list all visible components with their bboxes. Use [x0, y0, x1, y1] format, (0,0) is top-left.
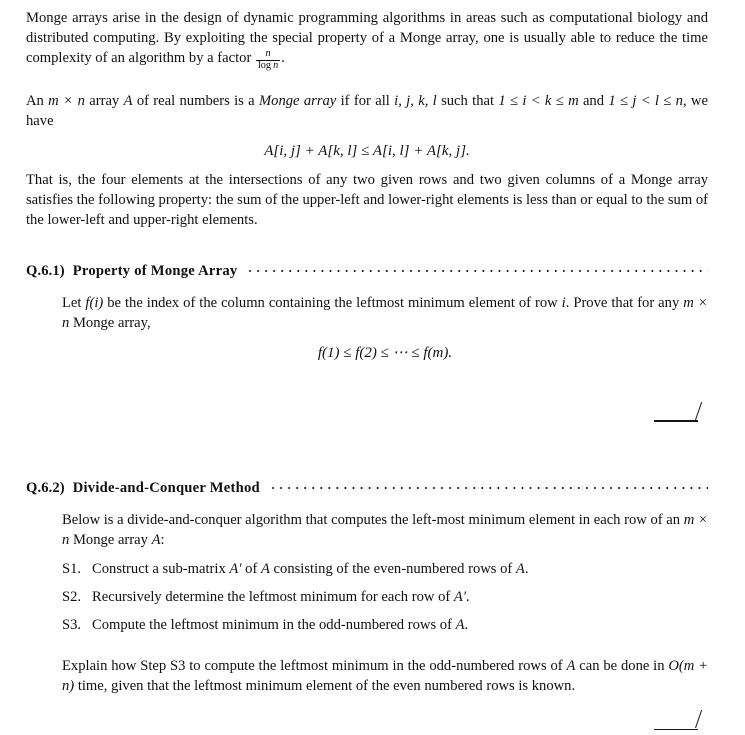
- definition-symbol-n: n: [77, 93, 85, 110]
- step-text-part-2: .: [464, 616, 469, 633]
- q61-symbol-m: m: [683, 295, 694, 312]
- score-underline: [654, 729, 698, 731]
- intro-paragraph-motivation: [26, 8, 708, 71]
- fraction-denominator: log n: [257, 59, 279, 71]
- spacer: [26, 71, 708, 91]
- q62-symbol-A: A: [151, 531, 161, 548]
- intro-paragraph-text: Monge arrays arise in the design of dynamic programming algorithms in areas such as computational biology and distributed computing. By exploiting the special property of a Monge array, one is usually able to reduce the time complexity of an algorithm by a factor: [26, 10, 708, 67]
- q62-intro-text-2: Monge array: [69, 531, 152, 548]
- q62-algorithm-intro: [62, 510, 708, 550]
- step-text: [92, 559, 708, 579]
- score-slash-icon: [695, 401, 702, 419]
- definition-text-1: An: [26, 93, 49, 110]
- spacer: [26, 497, 708, 510]
- question-header-q62: [26, 480, 708, 497]
- definition-times-symbol: ×: [59, 93, 77, 110]
- q62-symbol-m: m: [683, 511, 695, 528]
- q62-intro-text-3: :: [160, 531, 165, 548]
- definition-range-rows: 1 ≤ i < k ≤ m: [498, 93, 579, 110]
- text-column: [26, 8, 708, 735]
- step-symbol-1: A′: [229, 560, 242, 577]
- step-symbol-1: A′: [453, 588, 467, 605]
- q61-prompt: [62, 293, 708, 333]
- spacer: [62, 643, 708, 656]
- definition-text-2: array: [84, 93, 124, 110]
- q61-monotonicity-equation: f(1) ≤ f(2) ≤ ⋯ ≤ f(m).: [317, 344, 453, 361]
- step-text: [92, 615, 708, 635]
- q61-times-symbol: ×: [694, 295, 707, 312]
- step-label: S3.: [62, 616, 82, 633]
- spacer: [26, 696, 708, 709]
- definition-text-6: and: [578, 93, 609, 110]
- q62-times-symbol: ×: [695, 511, 708, 528]
- step-text-part-1: Compute the leftmost minimum in the odd-numbered rows of: [92, 616, 456, 633]
- q62-question-text-1: Explain how Step S3 to compute the leftmost minimum in the odd-numbered rows of: [62, 657, 567, 674]
- q62-question-symbol-A: A: [566, 657, 576, 674]
- q62-intro-text-1: Below is a divide-and-conquer algorithm that computes the left-most minimum element in each row of an: [62, 511, 684, 528]
- score-blank-q62[interactable]: [652, 709, 708, 735]
- algorithm-step-list: [62, 559, 708, 635]
- step-label: S1.: [62, 560, 82, 577]
- q61-text-2: be the index of the column containing the leftmost minimum element of row: [103, 295, 562, 312]
- question-body-q61: [62, 293, 708, 362]
- question-number-q61: Q.6.1): [26, 263, 65, 280]
- step-text-part-3: consisting of the even-numbered rows of: [269, 560, 516, 577]
- spacer: [26, 392, 708, 401]
- definition-indices: i, j, k, l: [394, 93, 437, 110]
- score-underline: [654, 420, 698, 422]
- definition-term-monge-array: Monge array: [258, 93, 337, 110]
- definition-range-cols: 1 ≤ j < l ≤ n: [608, 93, 683, 110]
- q61-text-3: . Prove that for any: [565, 295, 684, 312]
- spacer: [26, 427, 708, 447]
- q61-symbol-i: i: [561, 295, 566, 312]
- question-body-q62: [62, 510, 708, 697]
- q61-text-4: Monge array,: [69, 315, 151, 332]
- question-header-q61: [26, 263, 708, 280]
- q61-function-f: f(i): [85, 295, 104, 312]
- score-blank-row-q62: [26, 709, 708, 735]
- spacer: [26, 230, 708, 250]
- list-item: [62, 587, 708, 607]
- spacer: [26, 467, 708, 480]
- complexity-fraction: [256, 49, 280, 71]
- spacer: [26, 447, 708, 467]
- monge-property-explanation: That is, the four elements at the intersections of any two given rows and two given columns of a Monge array satisfies the following property: the sum of the upper-left and lower-right elements is less than or equal to the sum of the lower-left and upper-right elements.: [26, 171, 708, 228]
- question-title-q61: Property of Monge Array: [72, 263, 238, 280]
- definition-text-4: if for all: [336, 93, 395, 110]
- spacer: [26, 250, 708, 263]
- step-text-part-1: Recursively determine the leftmost minimum for each row of: [92, 588, 454, 605]
- score-blank-q61[interactable]: [652, 401, 708, 427]
- definition-text-3: of real numbers is a: [132, 93, 259, 110]
- spacer: [62, 550, 708, 559]
- definition-text-5: such that: [436, 93, 499, 110]
- list-item: [62, 559, 708, 579]
- q62-question-text-3: time, given that the leftmost minimum element of the even numbered rows is known.: [74, 678, 576, 695]
- dotted-leader: [246, 266, 708, 272]
- score-blank-row-q61: [26, 401, 708, 427]
- monge-inequality-equation: A[i, j] + A[k, l] ≤ A[i, l] + A[k, j].: [264, 142, 470, 159]
- intro-paragraph-period: .: [281, 50, 285, 67]
- step-symbol-3: A: [515, 560, 525, 577]
- monge-array-definition: [26, 91, 708, 131]
- definition-symbol-m: m: [48, 93, 59, 110]
- step-symbol-1: A: [455, 616, 465, 633]
- step-symbol-2: A: [260, 560, 270, 577]
- step-text-part-4: .: [524, 560, 529, 577]
- definition-symbol-A: A: [123, 93, 133, 110]
- step-label: S2.: [62, 588, 82, 605]
- step-text-part-1: Construct a sub-matrix: [92, 560, 230, 577]
- spacer: [26, 372, 708, 392]
- q62-complexity-expression: O(m + n): [62, 657, 709, 695]
- definition-text-7: , we have: [26, 93, 708, 130]
- question-number-q62: Q.6.2): [26, 479, 65, 496]
- step-text-part-2: .: [466, 588, 470, 605]
- score-slash-icon: [695, 710, 702, 728]
- q62-question-text-2: can be done in: [575, 657, 669, 674]
- q61-text-1: Let: [62, 295, 86, 312]
- q62-symbol-n: n: [62, 531, 70, 548]
- step-text-part-2: of: [241, 560, 261, 577]
- step-text: [92, 587, 708, 607]
- question-title-q62: Divide-and-Conquer Method: [72, 479, 260, 496]
- dotted-leader: [269, 483, 708, 489]
- fraction-numerator: n: [256, 49, 280, 60]
- list-item: [62, 615, 708, 635]
- q62-prompt: [62, 656, 708, 696]
- spacer: [26, 280, 708, 293]
- q61-symbol-n: n: [62, 315, 70, 332]
